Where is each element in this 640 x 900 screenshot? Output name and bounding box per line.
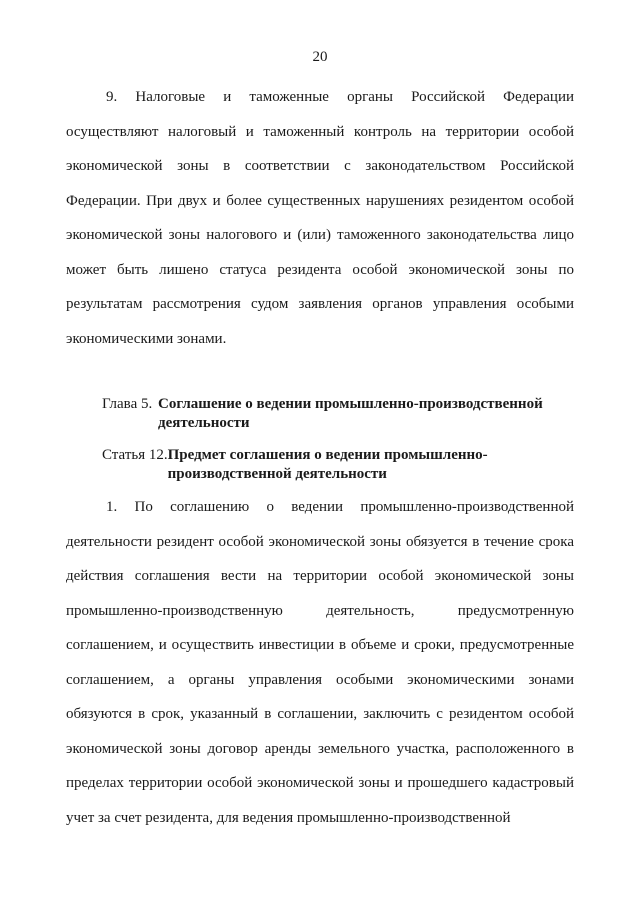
chapter-number: Глава 5. — [102, 396, 153, 412]
article-heading — [102, 446, 578, 484]
page-number: 20 — [312, 49, 328, 65]
paragraph-1: 1. По соглашению о ведении промышленно-производственной деятельности резидент особой экономической зоны обязуется в течение срока действия соглашения вести на территории особой экономической зоны промышленно-производственную деятельность, предусмотренную соглашением, и осуществить инвестиции в объеме и сроки, предусмотренные соглашением, а органы управления особыми экономическими зонами обязуются в срок, указанный в соглашении, заключить с резидентом особой экономической зоны договор аренды земельного участка, расположенного в пределах территории особой экономической зоны и прошедшего кадастровый учет за счет резидента, для ведения промышленно-производственной — [66, 499, 574, 826]
article-number: Статья 12. — [102, 447, 168, 463]
chapter-heading — [102, 395, 578, 433]
article-title: Предмет соглашения о ведении промышленно-производственной деятельности — [167, 447, 488, 482]
chapter-title: Соглашение о ведении промышленно-производственной деятельности — [158, 396, 543, 431]
paragraph-9: 9. Налоговые и таможенные органы Российской Федерации осуществляют налоговый и таможенный контроль на территории особой экономической зоны в соответствии с законодательством Российской Федерации. При двух и более существенных нарушениях резидентом особой экономической зоны налогового и (или) таможенного законодательства лицо может быть лишено статуса резидента особой экономической зоны по результатам рассмотрения судом заявления органов управления особыми экономическими зонами. — [66, 89, 574, 347]
